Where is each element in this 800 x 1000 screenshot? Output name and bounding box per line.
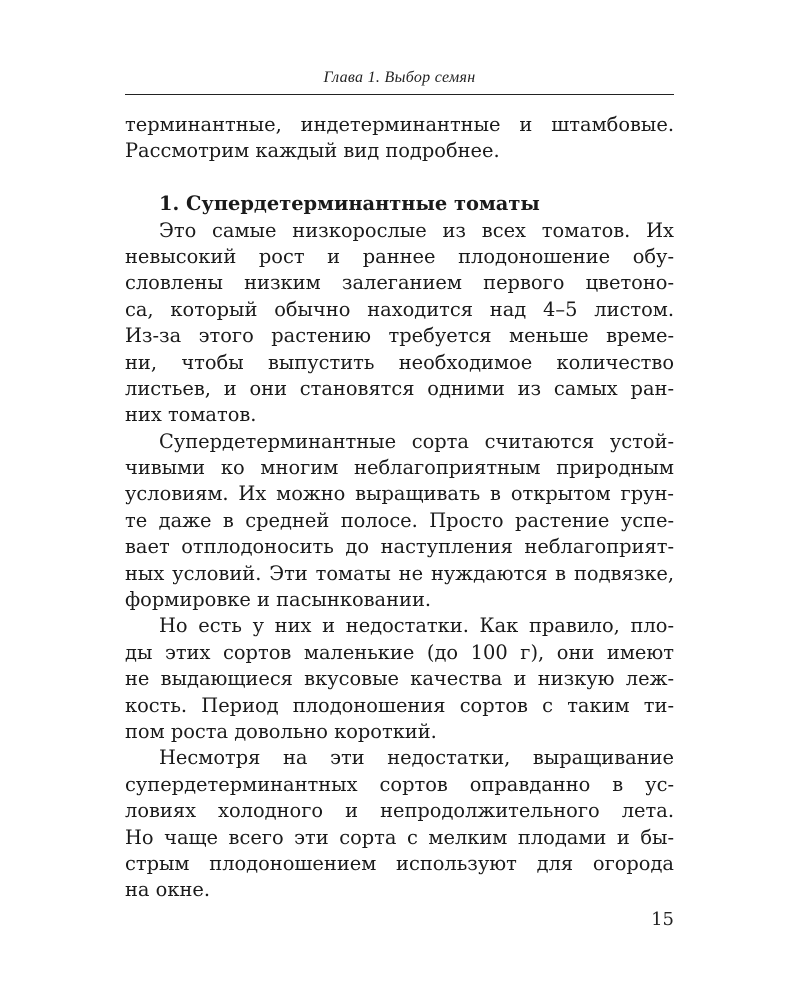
text-line: них томатов. <box>125 403 257 427</box>
text-line: ни, чтобы выпустить необходимое количество <box>125 350 674 374</box>
text-line: невысокий рост и раннее плодоношение обу- <box>125 244 674 268</box>
text-line: Это самые низкорослые из всех томатов. Их <box>159 218 674 242</box>
running-header <box>125 66 674 95</box>
text-line: ды этих сортов маленькие (до 100 г), они имеют <box>125 640 674 664</box>
text-line: Несмотря на эти недостатки, выращивание <box>159 746 674 770</box>
paragraph <box>125 613 674 745</box>
text-line: Рассмотрим каждый вид подробнее. <box>125 139 500 163</box>
text-line: вает отплодоносить до наступления неблагоприят- <box>125 535 674 559</box>
text-line: стрым плодоношением используют для огорода <box>125 851 674 875</box>
text-line: кость. Период плодоношения сортов с таким ти- <box>125 693 674 717</box>
paragraph <box>125 218 674 429</box>
chapter-title: Глава 1. Выбор семян <box>323 69 476 86</box>
text-line: те даже в средней полосе. Просто растение успе- <box>125 508 674 532</box>
text-line: супердетерминантных сортов оправданно в ус- <box>125 772 674 796</box>
text-line: условиям. Их можно выращивать в открытом грун- <box>125 482 674 506</box>
section-heading: 1. Супердетерминантные томаты <box>159 192 540 216</box>
text-line: ных условий. Эти томаты не нуждаются в подвязке, <box>125 561 674 585</box>
text-line: на окне. <box>125 878 211 902</box>
text-line: Но чаще всего эти сорта с мелким плодами и бы- <box>125 825 674 849</box>
text-line: словлены низким залеганием первого цветоно- <box>125 271 674 295</box>
text-line: Супердетерминантные сорта считаются устой- <box>159 429 674 453</box>
text-line: Из-за этого растению требуется меньше време- <box>125 324 674 348</box>
text-line: формировке и пасынковании. <box>125 588 432 612</box>
paragraph <box>125 745 674 903</box>
page-number: 15 <box>651 909 674 930</box>
paragraph <box>125 429 674 614</box>
text-line: чивыми ко многим неблагоприятным природным <box>125 456 674 480</box>
text-line: пом роста довольно короткий. <box>125 719 437 743</box>
page-body <box>125 112 674 904</box>
spacer <box>125 165 674 191</box>
text-line: не выдающиеся вкусовые качества и низкую леж- <box>125 667 674 691</box>
text-line: листьев, и они становятся одними из самых ран- <box>125 376 674 400</box>
text-line: Но есть у них и недостатки. Как правило, пло- <box>159 614 674 638</box>
text-line: терминантные, индетерминантные и штамбовые. <box>125 113 674 136</box>
text-line: са, который обычно находится над 4–5 листом. <box>125 297 674 321</box>
text-line: ловиях холодного и непродолжительного лета. <box>125 799 674 823</box>
